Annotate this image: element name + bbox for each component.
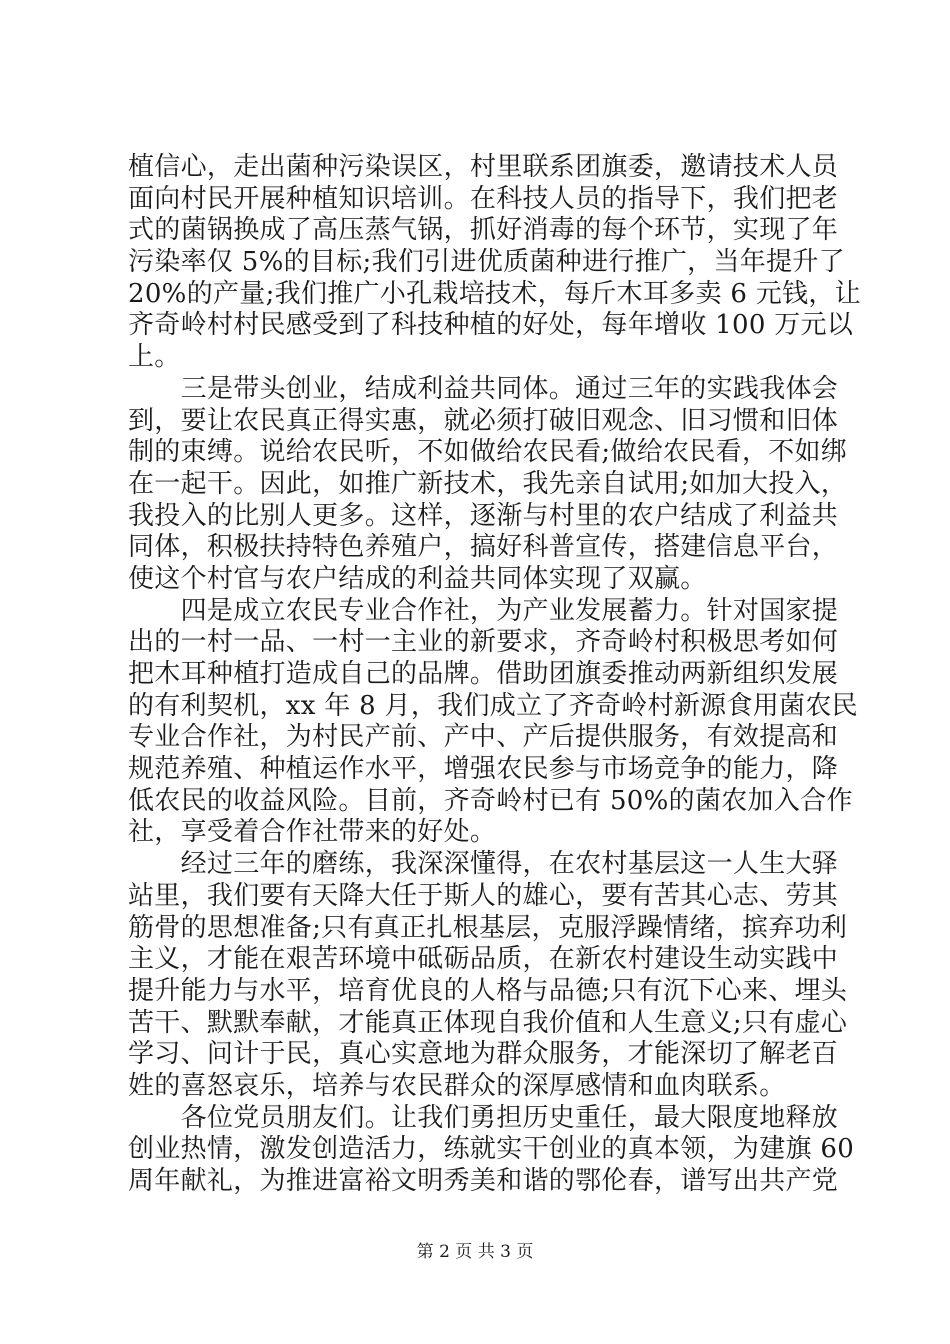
text-line: 各位党员朋友们。让我们勇担历史重任，最大限度地释放	[128, 1102, 839, 1133]
text-line: 规范养殖、种植运作水平，增强农民参与市场竞争的能力，降	[128, 754, 839, 785]
text-line: 苦干、默默奉献，才能真正体现自我价值和人生意义;只有虚心	[128, 1007, 848, 1038]
text-line: 面向村民开展种植知识培训。在科技人员的指导下，我们把老	[128, 183, 839, 214]
text-line: 式的菌锅换成了高压蒸气锅，抓好消毒的每个环节，实现了年	[128, 215, 839, 246]
body-text	[128, 152, 861, 1198]
text-line: 制的束缚。说给农民听，不如做给农民看;做给农民看，不如绑	[128, 437, 848, 468]
text-line: 四是成立农民专业合作社，为产业发展蓄力。针对国家提	[128, 595, 839, 626]
text-line: 上。	[128, 342, 181, 373]
text-line: 姓的喜怒哀乐，培养与农民群众的深厚感情和血肉联系。	[128, 1070, 786, 1101]
text-line: 植信心，走出菌种污染误区，村里联系团旗委，邀请技术人员	[128, 152, 839, 182]
text-line: 站里，我们要有天降大任于斯人的雄心，要有苦其心志、劳其	[128, 880, 839, 911]
text-line: 低农民的收益风险。目前，齐奇岭村已有 50%的菌农加入合作	[128, 785, 853, 816]
page-footer: 第 2 页 共 3 页	[416, 1242, 534, 1262]
text-line: 我投入的比别人更多。这样，逐渐与村里的农户结成了利益共	[128, 500, 839, 531]
text-line: 到，要让农民真正得实惠，就必须打破旧观念、旧习惯和旧体	[128, 405, 839, 436]
text-line: 的有利契机，xx 年 8 月，我们成立了齐奇岭村新源食用菌农民	[128, 690, 858, 721]
text-line: 把木耳种植打造成自己的品牌。借助团旗委推动两新组织发展	[128, 659, 839, 689]
text-line: 使这个村官与农户结成的利益共同体实现了双赢。	[128, 563, 707, 594]
text-line: 主义，才能在艰苦环境中砥砺品质，在新农村建设生动实践中	[128, 944, 839, 975]
text-line: 在一起干。因此，如推广新技术，我先亲自试用;如加大投入，	[128, 468, 848, 499]
text-line: 同体，积极扶持特色养殖户，搞好科普宣传，搭建信息平台，	[128, 532, 839, 563]
text-line: 周年献礼，为推进富裕文明秀美和谐的鄂伦春，谱写出共产党	[128, 1166, 839, 1196]
text-line: 三是带头创业，结成利益共同体。通过三年的实践我体会	[128, 373, 839, 404]
text-line: 出的一村一品、一村一主业的新要求，齐奇岭村积极思考如何	[128, 627, 839, 658]
text-line: 专业合作社，为村民产前、产中、产后提供服务，有效提高和	[128, 722, 839, 753]
text-line: 筋骨的思想准备;只有真正扎根基层，克服浮躁情绪，摈弃功利	[128, 912, 848, 943]
text-line: 经过三年的磨练，我深深懂得，在农村基层这一人生大驿	[128, 849, 839, 880]
text-line: 20%的产量;我们推广小孔栽培技术，每斤木耳多卖 6 元钱，让	[128, 278, 861, 309]
text-line: 社，享受着合作社带来的好处。	[128, 817, 497, 848]
text-line: 污染率仅 5%的目标;我们引进优质菌种进行推广，当年提升了	[128, 247, 845, 278]
text-line: 提升能力与水平，培育优良的人格与品德;只有沉下心来、埋头	[128, 975, 848, 1006]
text-line: 创业热情，激发创造活力，练就实干创业的真本领，为建旗 60	[128, 1134, 855, 1165]
text-line: 学习、问计于民，真心实意地为群众服务，才能深切了解老百	[128, 1039, 839, 1070]
text-line: 齐奇岭村村民感受到了科技种植的好处，每年增收 100 万元以	[128, 310, 854, 341]
